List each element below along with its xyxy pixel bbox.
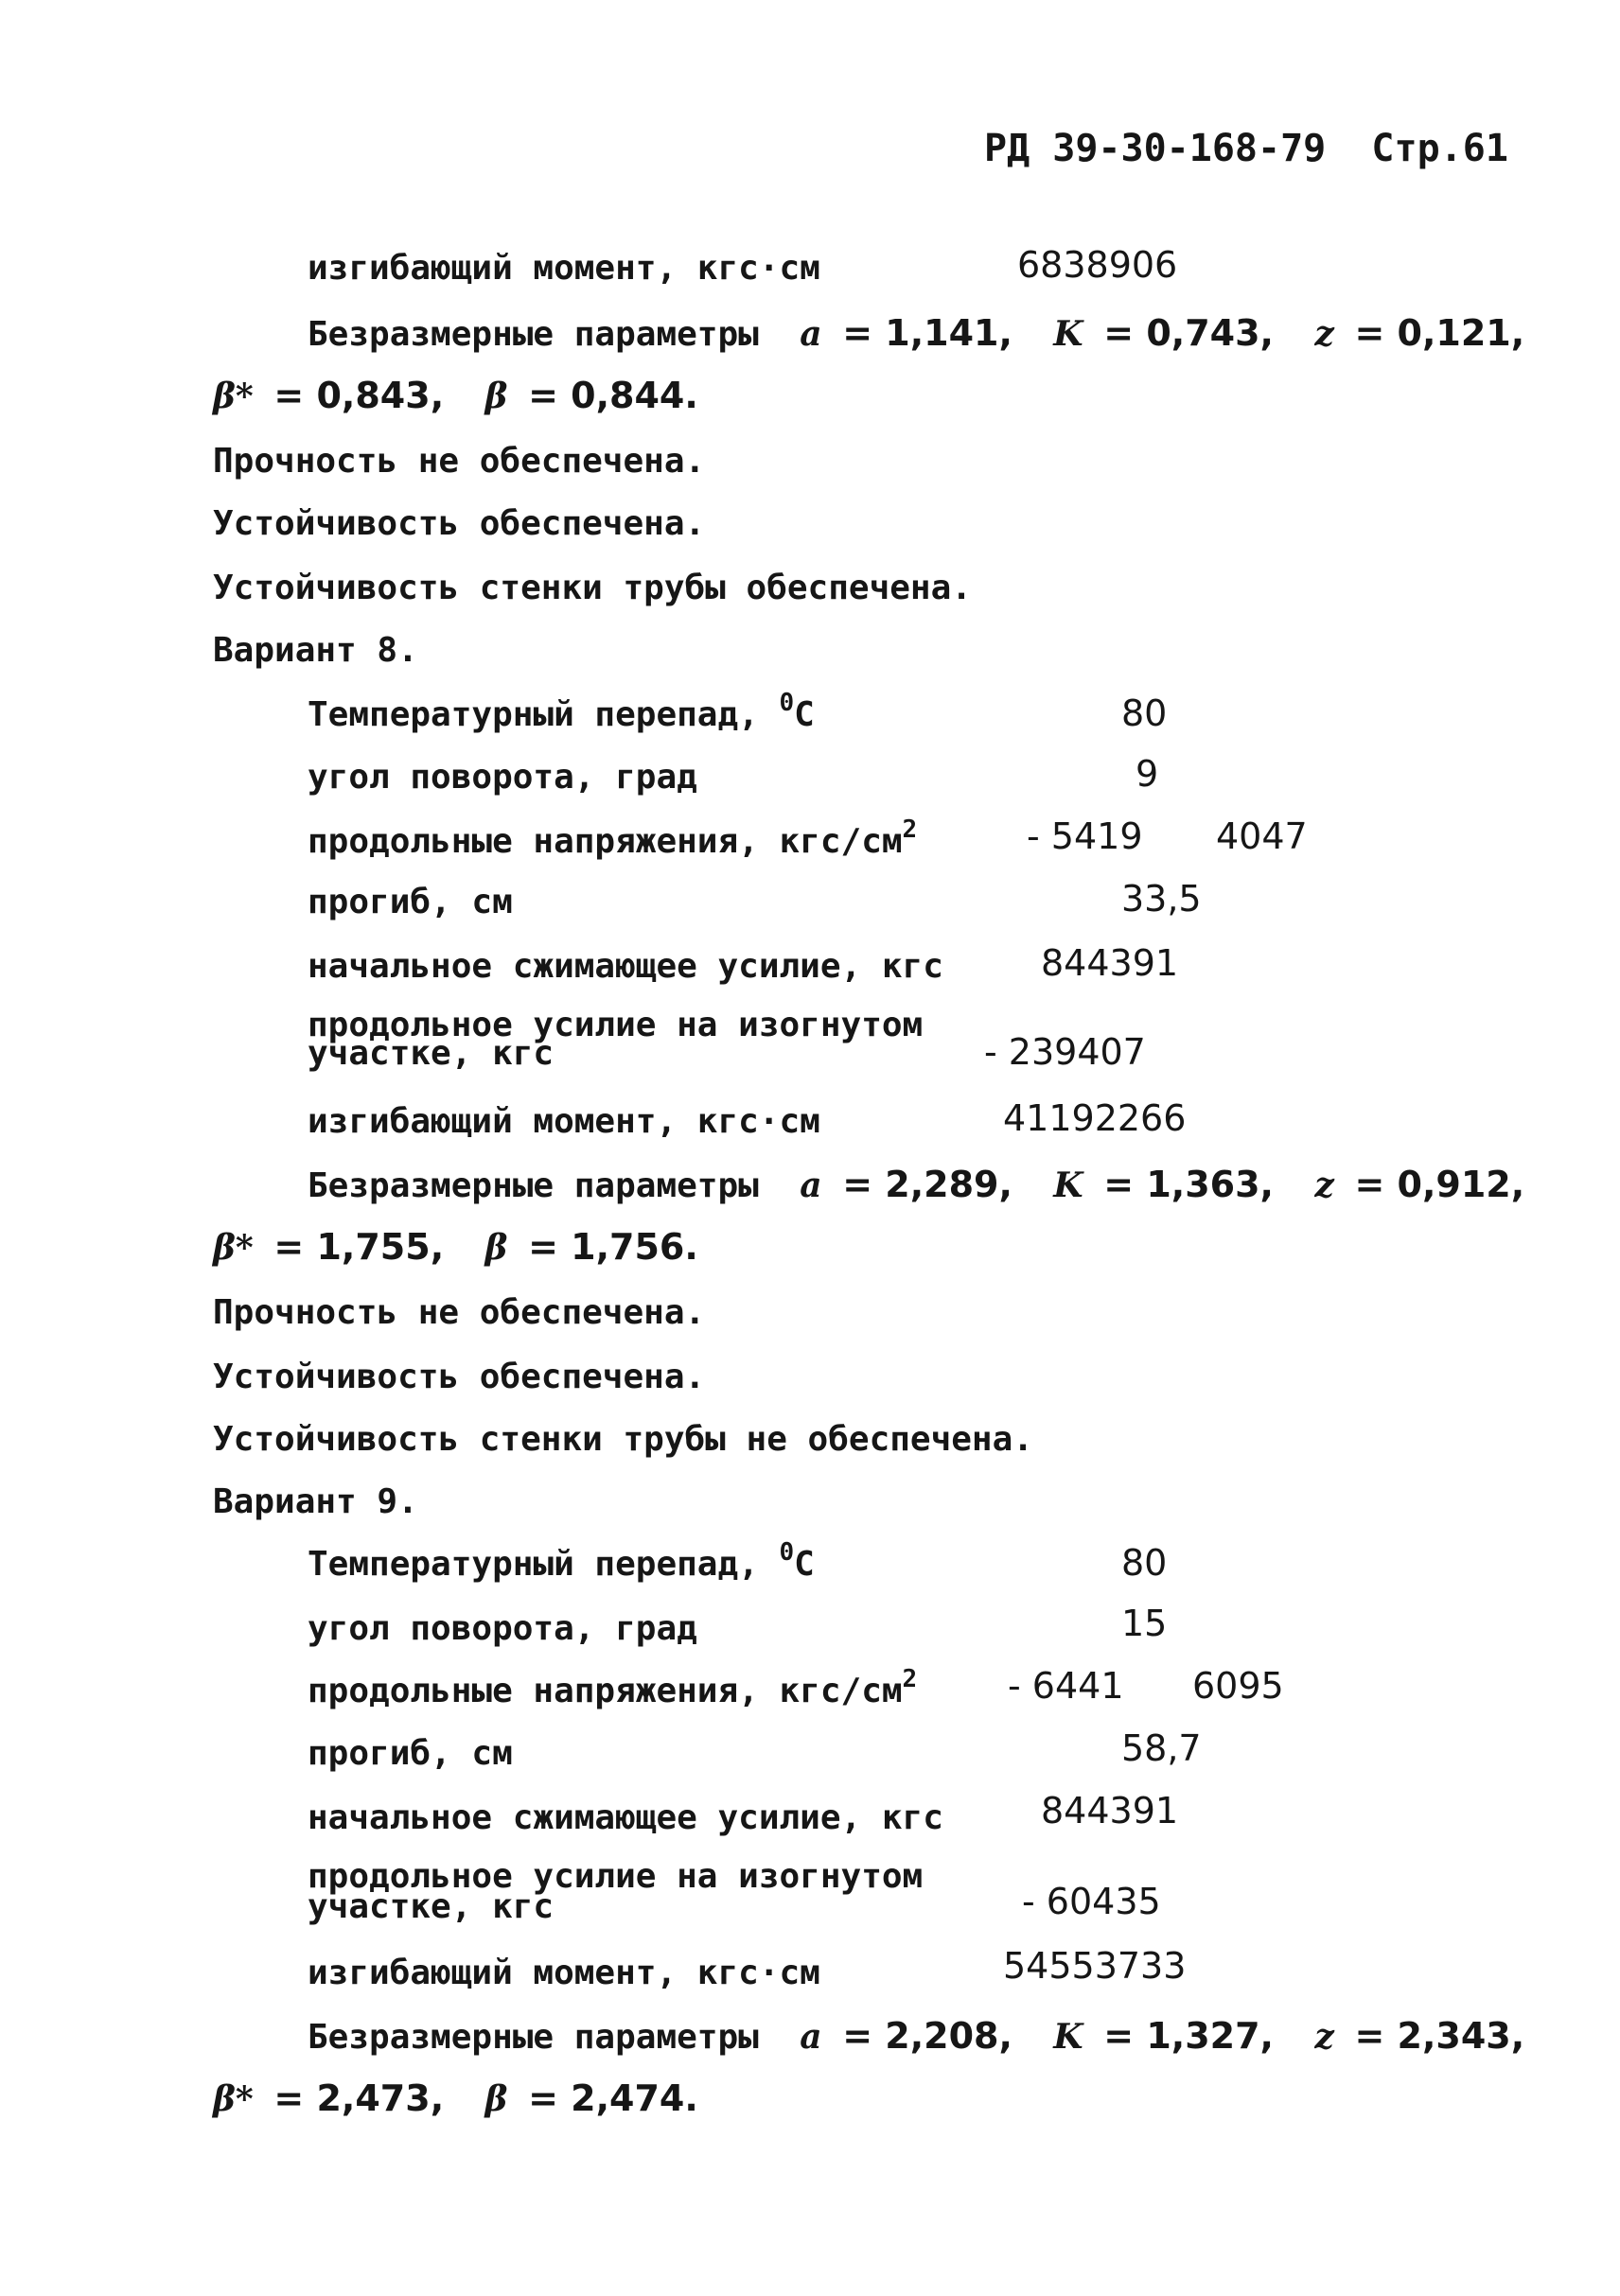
- v9-temperature-value: 80: [1121, 1542, 1168, 1584]
- v8-temperature-value: 80: [1121, 692, 1168, 734]
- v8-param-beta-star-symbol: β*: [213, 1228, 254, 1268]
- v8-beta-line: [213, 1226, 698, 1270]
- v8-param-k-value: = 1,363,: [1103, 1164, 1274, 1205]
- v9-params-line: [308, 2015, 1524, 2059]
- v9-temperature-label: [308, 1538, 815, 1588]
- v9-stress-text: продольные напряжения, кгс/см: [308, 1672, 903, 1710]
- param-k-symbol: K: [1053, 314, 1083, 354]
- v9-angle-value: 15: [1121, 1603, 1168, 1644]
- param-z-value: = 0,121,: [1354, 312, 1525, 354]
- v8-param-z-symbol: z: [1314, 1166, 1334, 1205]
- v8-params-lead: Безразмерные параметры: [308, 1166, 759, 1205]
- wall-stability-conclusion: Устойчивость стенки трубы обеспечена.: [213, 569, 972, 607]
- v9-beta-line: [213, 2077, 698, 2121]
- v9-param-k-symbol: K: [1053, 2017, 1083, 2057]
- v8-stress-value-2: 4047: [1216, 815, 1308, 857]
- v8-param-beta-symbol: β: [484, 1228, 508, 1268]
- v8-axial-force-value: - 239407: [984, 1031, 1146, 1073]
- v9-deflection-label: прогиб, см: [308, 1734, 513, 1773]
- v9-param-beta-symbol: β: [484, 2079, 508, 2119]
- v9-temp-text: Температурный перепад,: [308, 1545, 780, 1584]
- v8-param-z-value: = 0,912,: [1354, 1164, 1525, 1205]
- variant-8-title: Вариант 8.: [213, 631, 418, 670]
- v9-axial-force-label-2: участке, кгс: [308, 1887, 555, 1926]
- params-line: [308, 312, 1524, 356]
- params-lead: Безразмерные параметры: [308, 315, 759, 354]
- param-beta-star-value: = 0,843,: [273, 375, 445, 416]
- v9-deflection-value: 58,7: [1121, 1727, 1202, 1769]
- v8-temperature-label: [308, 689, 815, 739]
- v9-param-beta-star-symbol: β*: [213, 2079, 254, 2119]
- v8-axial-force-label-2: участке, кгс: [308, 1034, 555, 1073]
- param-z-symbol: z: [1314, 314, 1334, 354]
- param-a-value: = 1,141,: [842, 312, 1012, 354]
- v8-stress-text: продольные напряжения, кгс/см: [308, 822, 903, 861]
- v8-params-line: [308, 1164, 1524, 1207]
- v9-param-z-value: = 2,343,: [1354, 2015, 1525, 2057]
- v8-stress-exponent: 2: [902, 815, 918, 844]
- v8-temp-unit: C: [794, 695, 815, 734]
- beta-line: [213, 375, 698, 418]
- v9-param-a-value: = 2,208,: [842, 2015, 1012, 2057]
- v9-param-k-value: = 1,327,: [1103, 2015, 1274, 2057]
- v8-param-beta-star-value: = 1,755,: [273, 1226, 445, 1268]
- v9-moment-value: 54553733: [1003, 1945, 1187, 1987]
- param-k-value: = 0,743,: [1103, 312, 1274, 354]
- moment-label: изгибающий момент, кгс·см: [308, 249, 820, 288]
- param-beta-star-symbol: β*: [213, 377, 254, 416]
- v9-axial-force-value: - 60435: [1022, 1881, 1161, 1922]
- v9-axial-force-label-1: продольное усилие на изогнутом: [308, 1857, 924, 1896]
- v8-moment-label: изгибающий момент, кгс·см: [308, 1102, 820, 1141]
- v9-param-a-symbol: a: [800, 2017, 822, 2057]
- page-number: Стр.61: [1371, 127, 1508, 170]
- v9-stress-label: [308, 1665, 918, 1715]
- v9-initial-force-value: 844391: [1041, 1790, 1179, 1832]
- v8-stability-conclusion: Устойчивость обеспечена.: [213, 1358, 706, 1396]
- v8-axial-force-label-1: продольное усилие на изогнутом: [308, 1006, 924, 1044]
- strength-conclusion: Прочность не обеспечена.: [213, 442, 706, 481]
- v8-stress-label: [308, 815, 918, 866]
- param-a-symbol: a: [800, 314, 822, 354]
- v9-stress-value-1: - 6441: [1008, 1665, 1124, 1707]
- v8-initial-force-label: начальное сжимающее усилие, кгс: [308, 947, 943, 986]
- document-code: РД 39-30-168-79: [984, 127, 1327, 170]
- v9-moment-label: изгибающий момент, кгс·см: [308, 1954, 820, 1992]
- v8-temp-text: Температурный перепад,: [308, 695, 780, 734]
- v8-deflection-value: 33,5: [1121, 878, 1202, 920]
- v8-wall-stability-conclusion: Устойчивость стенки трубы не обеспечена.: [213, 1420, 1033, 1459]
- v8-deflection-label: прогиб, см: [308, 883, 513, 921]
- v9-param-z-symbol: z: [1314, 2017, 1334, 2057]
- v9-params-lead: Безразмерные параметры: [308, 2018, 759, 2057]
- v9-temp-unit: C: [794, 1545, 815, 1584]
- v9-angle-label: угол поворота, град: [308, 1609, 697, 1648]
- v9-stress-exponent: 2: [902, 1665, 918, 1693]
- v8-moment-value: 41192266: [1003, 1097, 1187, 1139]
- moment-value: 6838906: [1017, 244, 1178, 286]
- v8-temp-degree: 0: [779, 689, 795, 717]
- v9-param-beta-star-value: = 2,473,: [273, 2077, 445, 2119]
- v8-param-k-symbol: K: [1053, 1166, 1083, 1205]
- v8-angle-label: угол поворота, град: [308, 758, 697, 797]
- v9-stress-value-2: 6095: [1192, 1665, 1284, 1707]
- v8-stress-value-1: - 5419: [1027, 815, 1143, 857]
- v8-param-a-symbol: a: [800, 1166, 822, 1205]
- stability-conclusion: Устойчивость обеспечена.: [213, 504, 706, 543]
- param-beta-value: = 0,844.: [528, 375, 698, 416]
- v9-temp-degree: 0: [779, 1538, 795, 1567]
- page-header: [984, 128, 1508, 169]
- v8-angle-value: 9: [1136, 753, 1159, 795]
- v9-param-beta-value: = 2,474.: [528, 2077, 698, 2119]
- v8-param-a-value: = 2,289,: [842, 1164, 1012, 1205]
- param-beta-symbol: β: [484, 377, 508, 416]
- v8-initial-force-value: 844391: [1041, 942, 1179, 984]
- variant-9-title: Вариант 9.: [213, 1482, 418, 1521]
- v8-param-beta-value: = 1,756.: [528, 1226, 698, 1268]
- v9-initial-force-label: начальное сжимающее усилие, кгс: [308, 1798, 943, 1837]
- v8-strength-conclusion: Прочность не обеспечена.: [213, 1293, 706, 1332]
